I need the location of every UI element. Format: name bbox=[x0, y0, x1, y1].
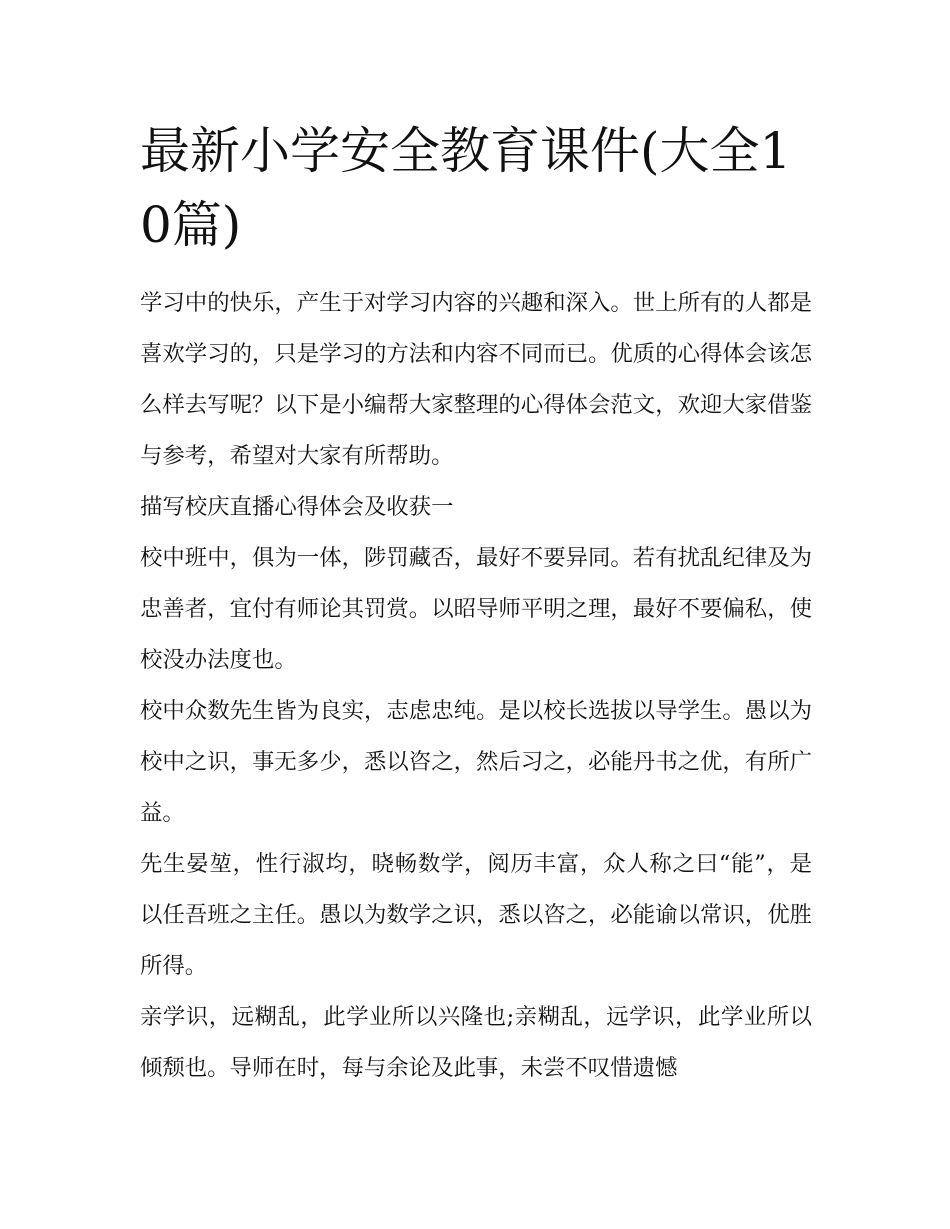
document-title: 最新小学安全教育课件(大全10篇) bbox=[140, 122, 792, 254]
paragraph-2: 校中众数先生皆为良实，志虑忠纯。是以校长选拔以导学生。愚以为校中之识，事无多少，悉以咨之，然后习之，必能丹书之优，有所广益。 bbox=[140, 698, 812, 826]
paragraph-heading: 描写校庆直播心得体会及收获一 bbox=[140, 494, 454, 520]
paragraph-1: 校中班中，俱为一体，陟罚藏否，最好不要异同。若有扰乱纪律及为忠善者，宜付有师论其罚赏。以昭导师平明之理，最好不要偏私，使校没办法度也。 bbox=[140, 545, 812, 673]
document-body bbox=[140, 278, 812, 1094]
paragraph-intro: 学习中的快乐，产生于对学习内容的兴趣和深入。世上所有的人都是喜欢学习的，只是学习的方法和内容不同而已。优质的心得体会该怎么样去写呢？以下是小编帮大家整理的心得体会范文，欢迎大家借鉴与参考，希望对大家有所帮助。 bbox=[140, 290, 812, 469]
paragraph-4: 亲学识，远糊乱，此学业所以兴隆也;亲糊乱，远学识，此学业所以倾颓也。导师在时，每与余论及此事，未尝不叹惜遗憾 bbox=[140, 1004, 812, 1081]
paragraph-3: 先生晏堃，性行淑均，晓畅数学，阅历丰富，众人称之曰“能”，是以任吾班之主任。愚以为数学之识，悉以咨之，必能谕以常识，优胜所得。 bbox=[140, 851, 812, 979]
